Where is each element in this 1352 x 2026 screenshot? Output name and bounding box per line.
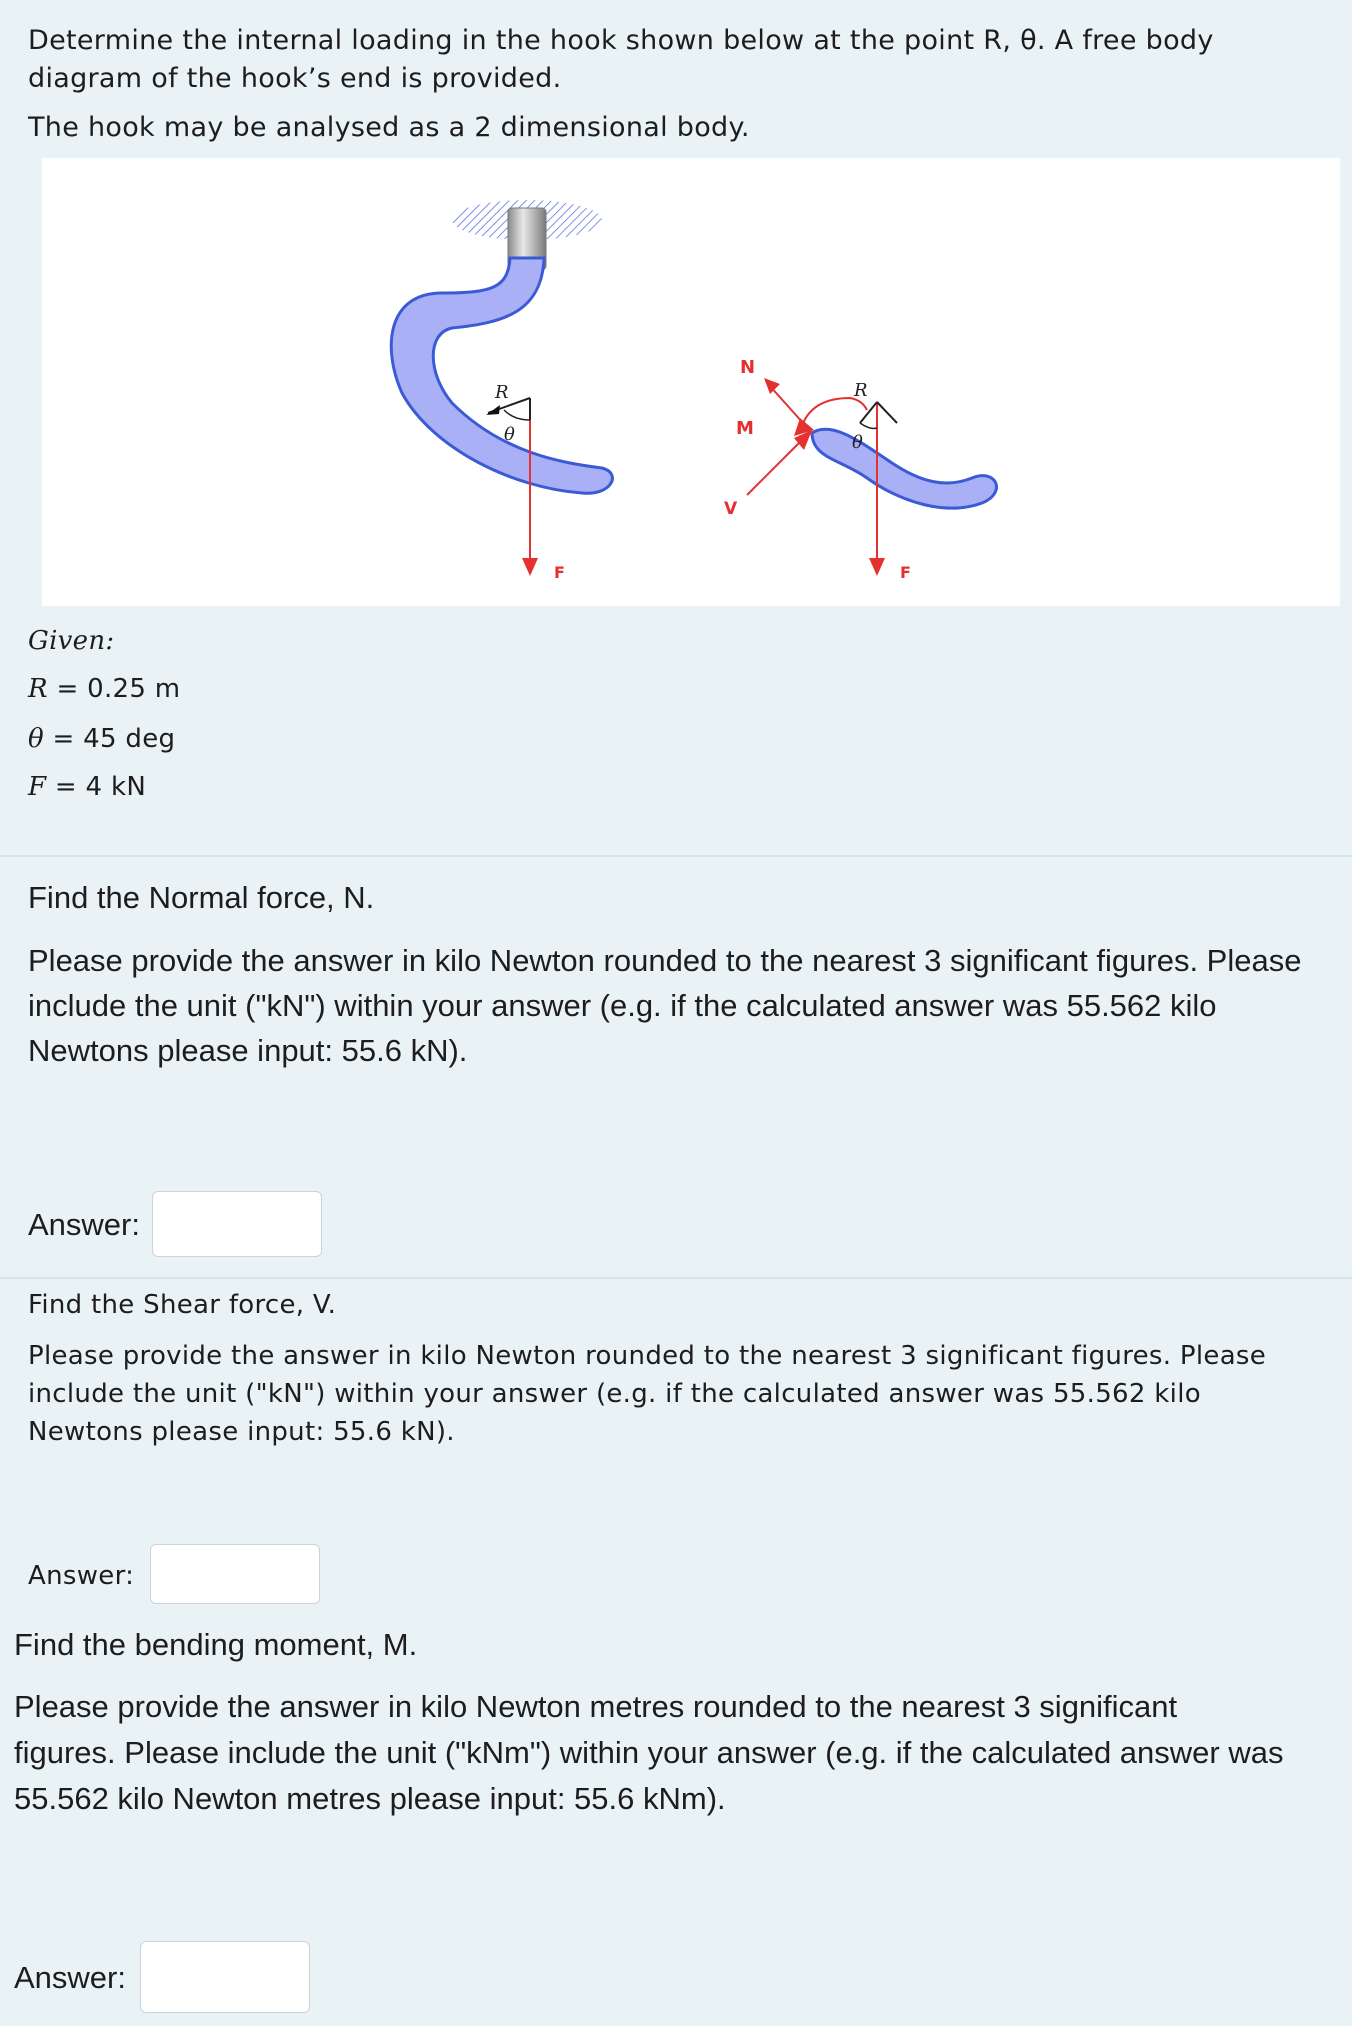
hook-label-R: R bbox=[495, 382, 509, 403]
fbd-normal-arrowhead bbox=[764, 378, 780, 394]
fbd-hook-end bbox=[812, 429, 996, 508]
fbd-shear-line bbox=[747, 440, 802, 495]
given-heading: Given: bbox=[28, 626, 115, 656]
q1-answer-label: Answer: bbox=[28, 1207, 140, 1242]
q2-line-3: Newtons please input: 55.6 kN). bbox=[28, 1417, 455, 1447]
hook-theta-arc bbox=[504, 410, 530, 420]
q1-title: Find the Normal force, N. bbox=[28, 880, 375, 915]
q2-line-2: include the unit ("kN") within your answer (e.g. if the calculated answer was 55.562 kilo bbox=[28, 1379, 1201, 1409]
q3-title: Find the bending moment, M. bbox=[14, 1627, 418, 1662]
hook-body bbox=[391, 258, 612, 493]
q3-line-1: Please provide the answer in kilo Newton metres rounded to the nearest 3 significant bbox=[14, 1689, 1178, 1724]
q1-answer-input[interactable] bbox=[152, 1191, 322, 1257]
intro-line-3: The hook may be analysed as a 2 dimensional body. bbox=[28, 112, 750, 143]
hook-label-F: F bbox=[554, 563, 565, 582]
fbd-label-R: R bbox=[854, 380, 868, 401]
fbd-label-F: F bbox=[900, 563, 911, 582]
hook-R-arrowhead bbox=[486, 405, 500, 415]
q3-line-2: figures. Please include the unit ("kNm") within your answer (e.g. if the calculated answer was bbox=[14, 1735, 1284, 1770]
fbd-force-arrowhead bbox=[869, 558, 885, 576]
intro-line-1: Determine the internal loading in the hook shown below at the point R, θ. A free body bbox=[28, 25, 1214, 56]
q3-line-3: 55.562 kilo Newton metres please input: 55.6 kNm). bbox=[14, 1781, 726, 1816]
hook-label-theta: θ bbox=[504, 424, 515, 445]
fbd-label-V: V bbox=[724, 499, 738, 519]
q3-answer-input[interactable] bbox=[140, 1941, 310, 2013]
given-R: R = 0.25 m bbox=[28, 674, 181, 704]
fbd-label-N: N bbox=[740, 357, 756, 378]
section-divider bbox=[0, 855, 1352, 857]
given-F: F = 4 kN bbox=[28, 772, 147, 802]
q3-answer-label: Answer: bbox=[14, 1960, 126, 1995]
q2-answer-label: Answer: bbox=[28, 1561, 135, 1591]
q1-line-3: Newtons please input: 55.6 kN). bbox=[28, 1033, 468, 1068]
fbd-theta-arc bbox=[860, 423, 877, 428]
fbd-label-theta: θ bbox=[852, 432, 863, 453]
given-theta: θ = 45 deg bbox=[28, 724, 176, 754]
fbd-label-M: M bbox=[736, 418, 754, 439]
q2-line-1: Please provide the answer in kilo Newton rounded to the nearest 3 significant figures. Please bbox=[28, 1341, 1267, 1371]
hook-diagram bbox=[42, 158, 1340, 606]
q2-answer-input[interactable] bbox=[150, 1544, 320, 1604]
fbd-R-line-2 bbox=[877, 402, 897, 423]
hook-force-arrowhead bbox=[522, 558, 538, 576]
hook-figure bbox=[42, 158, 1340, 606]
fbd-moment-arc bbox=[802, 398, 867, 426]
q1-line-2: include the unit ("kN") within your answer (e.g. if the calculated answer was 55.562 kilo bbox=[28, 988, 1217, 1023]
question-divider-1 bbox=[0, 1277, 1352, 1279]
q1-line-1: Please provide the answer in kilo Newton rounded to the nearest 3 significant figures. Please bbox=[28, 943, 1302, 978]
intro-line-2: diagram of the hook’s end is provided. bbox=[28, 63, 562, 94]
q2-title: Find the Shear force, V. bbox=[28, 1290, 337, 1320]
